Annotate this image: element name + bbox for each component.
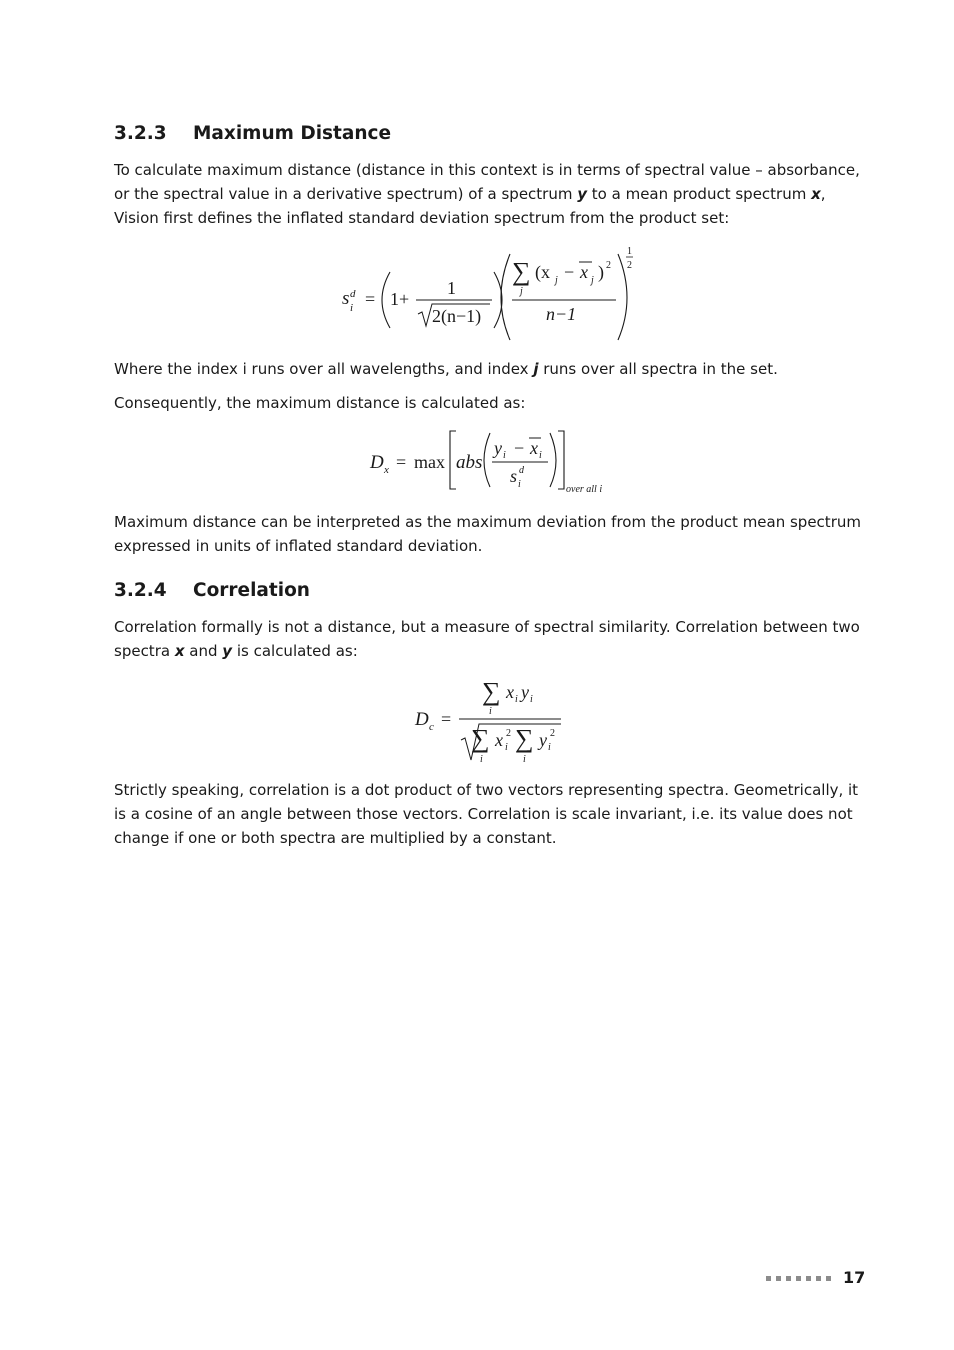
svg-text:j: j — [591, 275, 594, 286]
svg-text:D: D — [415, 709, 429, 730]
svg-text:i: i — [539, 450, 542, 461]
svg-text:=: = — [396, 452, 407, 472]
svg-text:∑: ∑ — [515, 724, 534, 753]
page-number: 17 — [843, 1268, 866, 1287]
interpretation-paragraph: Maximum distance can be interpreted as the maximum deviation from the product mean spectrum expressed in units of inflated standard deviation. — [114, 513, 861, 556]
svg-text:i: i — [515, 694, 518, 705]
svg-text:i: i — [505, 742, 508, 753]
formula-inflated-std-deviation — [330, 240, 650, 344]
footer-dots — [766, 1276, 831, 1281]
svg-text:max: max — [414, 452, 445, 472]
svg-text:2: 2 — [506, 728, 511, 739]
correlation-intro-paragraph: Correlation formally is not a distance, but a measure of spectral similarity. Correlation between two spectra x and y is calculated as: — [114, 618, 860, 661]
svg-text:2: 2 — [550, 728, 555, 739]
svg-text:i: i — [480, 754, 483, 765]
svg-text:n−1: n−1 — [546, 304, 577, 324]
svg-text:−: − — [514, 438, 525, 458]
svg-text:): ) — [598, 262, 604, 282]
correlation-explanation-paragraph: Strictly speaking, correlation is a dot product of two vectors representing spectra. Geometrically, it is a cosine of an angle between those vectors. Correlation is scale invariant, i.e. its value does not change if one or both spectra are multiplied by a constant. — [114, 781, 859, 848]
intro-paragraph: To calculate maximum distance (distance in this context is in terms of spectral value – absorbance, or the spectral value in a derivative spectrum) of a spectrum y to a mean product spectrum x, Vision first defines the inflated standard deviation spectrum from the product set: — [114, 161, 860, 228]
svg-text:i: i — [518, 479, 521, 490]
svg-text:D: D — [370, 452, 384, 473]
svg-text:1+: 1+ — [390, 289, 410, 309]
svg-text:i: i — [530, 694, 533, 705]
svg-text:x: x — [530, 438, 538, 458]
svg-text:c: c — [429, 721, 434, 733]
svg-text:x: x — [580, 262, 588, 282]
section-heading-maximum-distance — [114, 123, 391, 144]
svg-text:i: i — [503, 450, 506, 461]
section-number: 3.2.3 — [114, 123, 167, 144]
svg-text:abs: abs — [456, 452, 483, 473]
svg-text:i: i — [489, 706, 492, 717]
svg-text:2(n−1): 2(n−1) — [432, 306, 482, 326]
svg-text:∑: ∑ — [471, 724, 490, 753]
svg-text:s: s — [342, 288, 350, 309]
svg-text:1: 1 — [627, 246, 632, 257]
formula-maximum-distance — [360, 425, 620, 499]
svg-text:2: 2 — [606, 260, 611, 271]
svg-text:x: x — [495, 730, 503, 750]
svg-text:2: 2 — [627, 260, 632, 271]
svg-text:x: x — [506, 682, 514, 702]
svg-text:j: j — [555, 275, 558, 286]
section-heading-correlation — [114, 580, 310, 601]
svg-text:y: y — [539, 730, 547, 750]
svg-text:=: = — [365, 289, 376, 309]
svg-text:(x: (x — [535, 262, 550, 282]
svg-text:y: y — [521, 682, 529, 702]
svg-text:i: i — [548, 742, 551, 753]
section-title: Correlation — [193, 580, 310, 601]
svg-text:i: i — [523, 754, 526, 765]
svg-text:∑: ∑ — [482, 677, 501, 706]
svg-text:j: j — [520, 286, 523, 297]
svg-text:over all i: over all i — [566, 484, 603, 495]
svg-text:∑: ∑ — [512, 257, 531, 286]
formula-correlation — [405, 672, 575, 770]
svg-text:y: y — [494, 438, 502, 458]
svg-text:−: − — [564, 262, 575, 282]
consequently-paragraph: Consequently, the maximum distance is calculated as: — [114, 394, 526, 412]
svg-text:1: 1 — [447, 278, 456, 298]
svg-text:x: x — [384, 464, 389, 476]
svg-text:=: = — [441, 709, 452, 729]
section-number: 3.2.4 — [114, 580, 167, 601]
section-title: Maximum Distance — [193, 123, 392, 144]
svg-text:d: d — [350, 288, 356, 300]
svg-text:s: s — [510, 466, 518, 486]
index-paragraph: Where the index i runs over all wavelengths, and index j runs over all spectra in the set. — [114, 360, 778, 378]
svg-text:i: i — [350, 302, 354, 314]
svg-text:d: d — [519, 465, 524, 476]
